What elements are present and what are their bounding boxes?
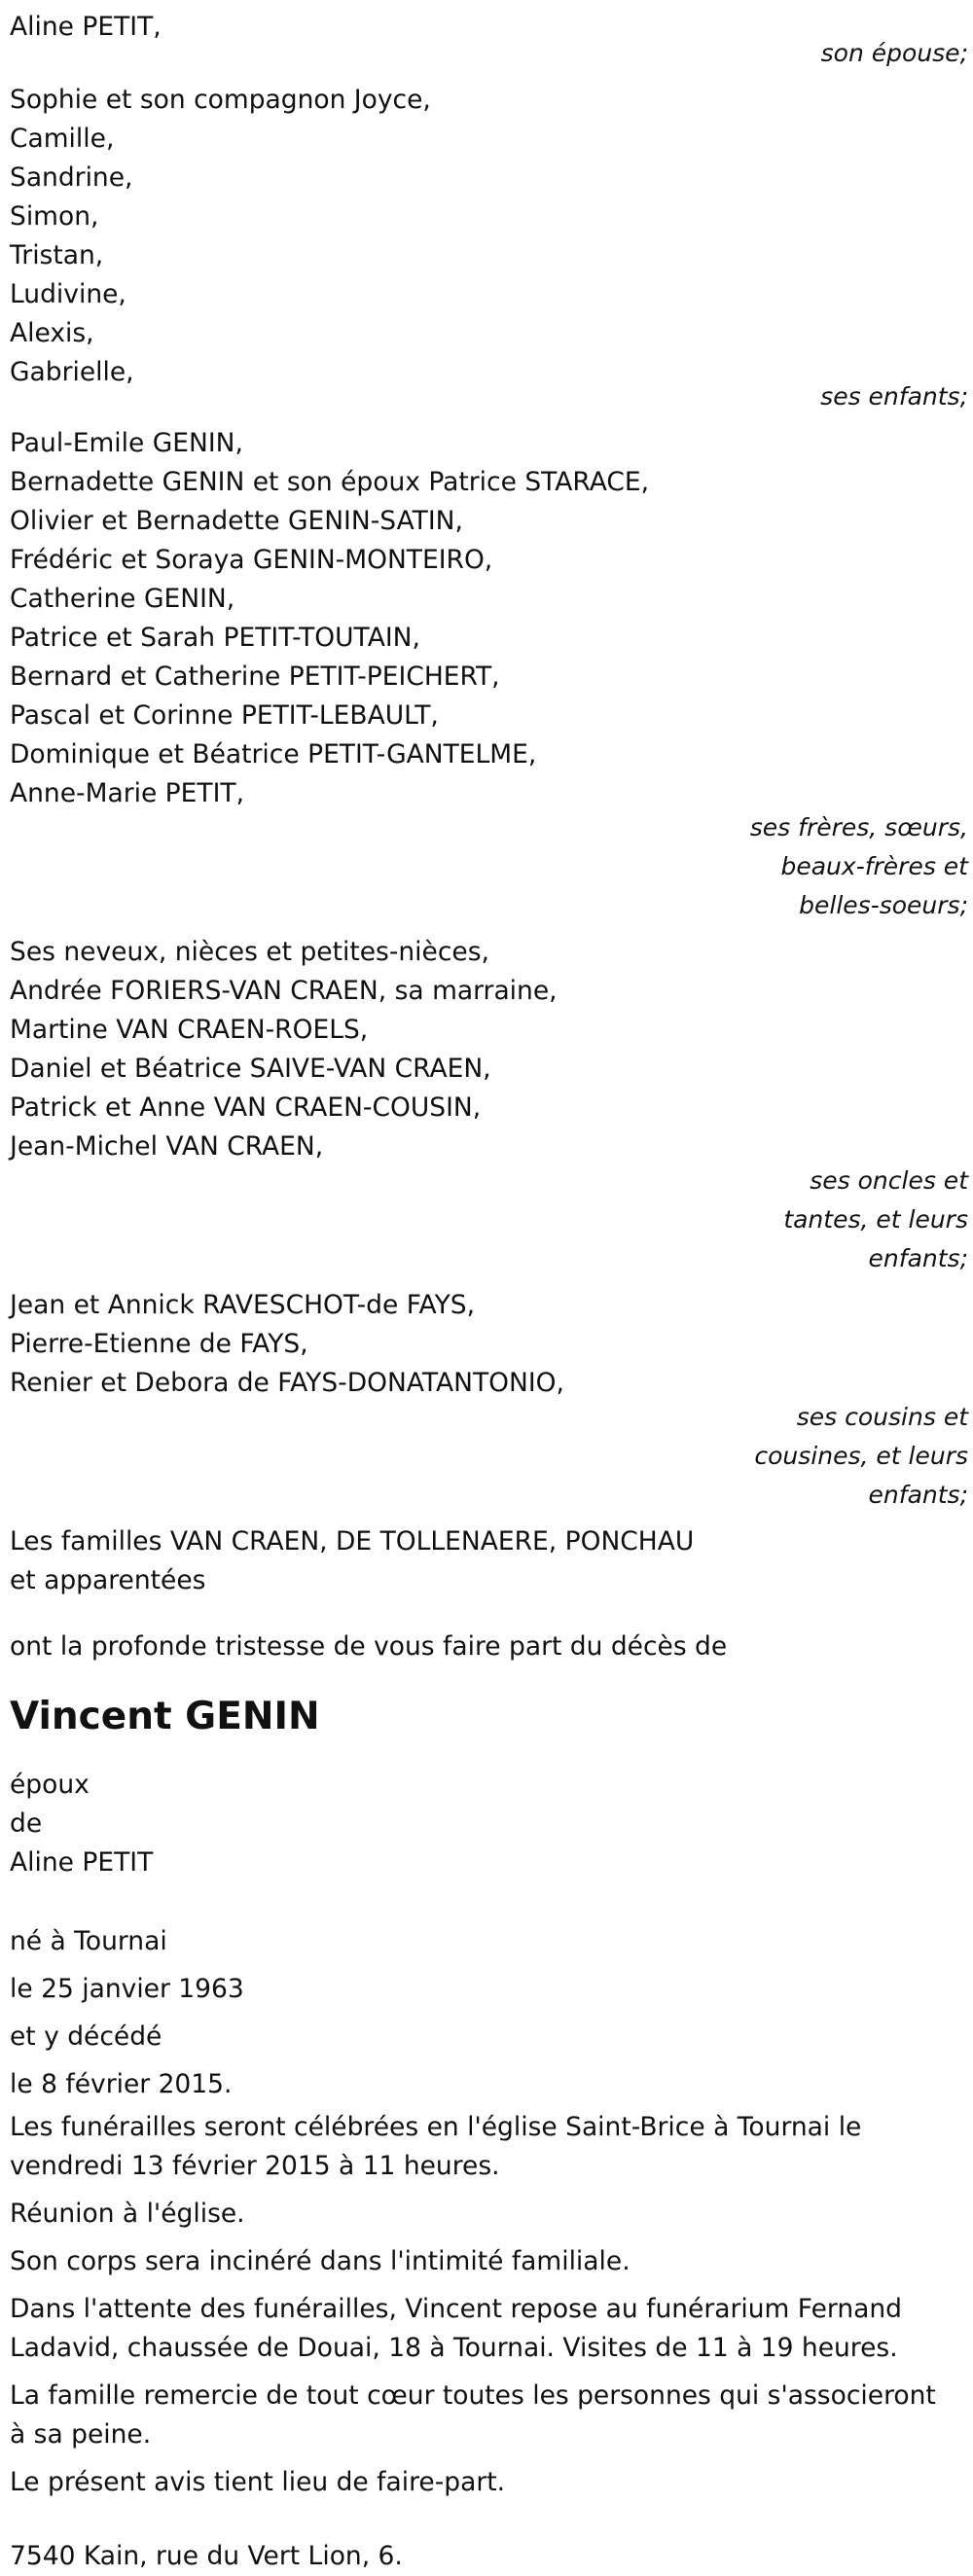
funeral-paragraph: La famille remercie de tout cœur toutes les personnes qui s'associeront à sa peine. [10,2380,936,2450]
family-name-line: Tristan, [10,240,104,270]
family-name-line: Jean et Annick RAVESCHOT-de FAYS, [10,1290,476,1320]
spouse-of-line: Aline PETIT [10,1847,154,1878]
family-name-line: Bernadette GENIN et son époux Patrice STARACE, [10,467,650,497]
family-name-line: Daniel et Béatrice SAIVE-VAN CRAEN, [10,1054,491,1084]
siblings-block [10,424,968,925]
birth-death-line: et y décédé [10,2021,162,2052]
funeral-paragraph: Réunion à l'église. [10,2199,245,2229]
relation-label: ses oncles et [810,1166,968,1195]
funeral-details [10,2108,958,2502]
family-name-line: Catherine GENIN, [10,584,235,614]
family-name-line: Anne-Marie PETIT, [10,778,245,808]
family-name-line: Sophie et son compagnon Joyce, [10,85,431,115]
family-name-line: Patrick et Anne VAN CRAEN-COUSIN, [10,1092,482,1123]
family-name-line: et apparentées [10,1565,206,1595]
family-name-line: Ses neveux, nièces et petites-nièces, [10,937,489,967]
family-name-line: Frédéric et Soraya GENIN-MONTEIRO, [10,545,493,575]
family-name-line: Martine VAN CRAEN-ROELS, [10,1015,369,1045]
relation-label: tantes, et leurs [783,1205,968,1234]
cousins-block [10,1286,968,1515]
family-name-line: Pierre-Etienne de FAYS, [10,1329,308,1359]
relation-label: belles-soeurs; [799,891,968,919]
relation-label: beaux-frères et [780,852,968,880]
spouse-of-line: époux [10,1770,90,1800]
birth-death-line: le 25 janvier 1963 [10,1974,244,2004]
relation-label: ses enfants; [820,382,968,411]
family-name-line: Jean-Michel VAN CRAEN, [10,1131,324,1162]
family-name-line: Dominique et Béatrice PETIT-GANTELME, [10,739,537,769]
relation-label: ses cousins et [796,1403,968,1431]
funeral-paragraph: Le présent avis tient lieu de faire-part. [10,2467,506,2497]
family-name-line: Patrice et Sarah PETIT-TOUTAIN, [10,623,420,653]
family-name-line: Alexis, [10,318,94,348]
family-name-line: Les familles VAN CRAEN, DE TOLLENAERE, PONCHAU [10,1526,695,1556]
children-block [10,81,968,416]
relation-label: son épouse; [820,39,968,67]
family-name-line: Aline PETIT, [10,12,162,42]
relation-label: cousines, et leurs [754,1442,968,1470]
birth-death-block [10,1917,968,2108]
announcement-text: ont la profonde tristesse de vous faire part du décès de [10,1631,728,1662]
relation-label: enfants; [868,1481,968,1509]
family-name-line: Bernard et Catherine PETIT-PEICHERT, [10,662,500,692]
funeral-paragraph: Son corps sera incinéré dans l'intimité familiale. [10,2246,631,2276]
funeral-paragraph: Dans l'attente des funérailles, Vincent repose au funérarium Fernand Ladavid, chaussée de Douai, 18 à Tournai. Visites de 11 à 19 heures. [10,2294,902,2363]
family-name-line: Camille, [10,124,115,154]
address-line: 7540 Kain, rue du Vert Lion, 6. [10,2541,403,2571]
funeral-paragraph: Les funérailles seront célébrées en l'église Saint-Brice à Tournai le vendredi 13 février 2015 à 11 heures. [10,2112,862,2181]
family-name-line: Sandrine, [10,162,133,193]
family-name-line: Andrée FORIERS-VAN CRAEN, sa marraine, [10,976,558,1006]
spouse-of-line: de [10,1808,43,1839]
birth-death-line: le 8 février 2015. [10,2069,233,2099]
family-name-line: Simon, [10,201,99,232]
relation-label: enfants; [868,1244,968,1272]
family-name-line: Pascal et Corinne PETIT-LEBAULT, [10,700,439,731]
birth-death-line: né à Tournai [10,1926,167,1956]
spouse-of-block [10,1766,968,1882]
family-name-line: Gabrielle, [10,357,134,387]
family-name-line: Renier et Debora de FAYS-DONATANTONIO, [10,1368,564,1398]
family-name-line: Paul-Emile GENIN, [10,428,243,458]
nephews-block [10,933,968,1278]
families-block [10,1522,968,1600]
family-name-line: Olivier et Bernadette GENIN-SATIN, [10,506,463,536]
obituary-notice [10,8,968,2576]
spouse-block [10,8,968,73]
deceased-name: Vincent GENIN [10,1695,320,1738]
family-name-line: Ludivine, [10,279,126,309]
relation-label: ses frères, sœurs, [749,813,968,841]
